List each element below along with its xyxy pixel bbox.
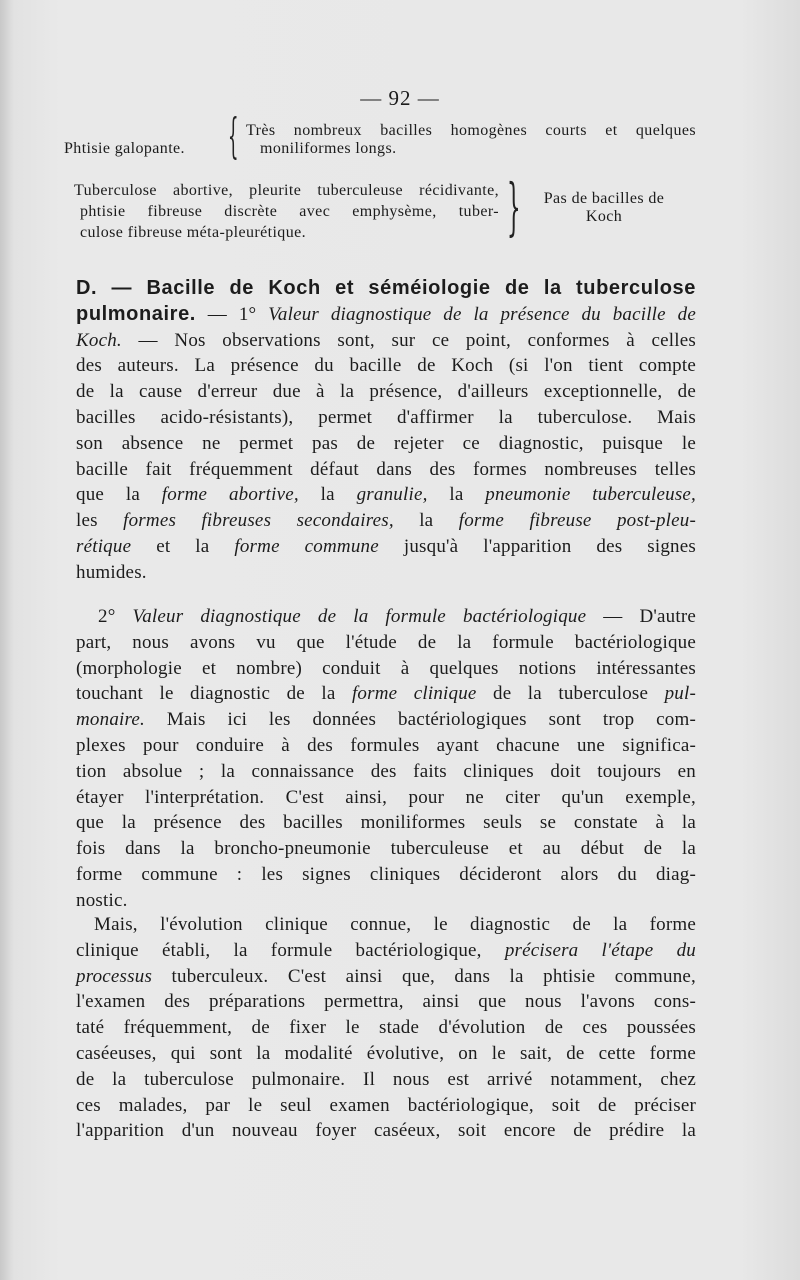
brace-icon: }: [506, 170, 521, 243]
text-fragment: et la: [131, 535, 235, 557]
italic-text: précisera l'étape du: [504, 939, 697, 961]
text-line: taté fréquemment, de fixer le stade d'évolution de ces poussées: [76, 1017, 696, 1039]
italic-text: processus: [76, 965, 153, 987]
text-line: [76, 302, 696, 328]
brace-icon: {: [227, 108, 239, 164]
row1-desc-line: moniliformes longs.: [260, 140, 397, 157]
section-2: [76, 604, 696, 914]
text-fragment: — 1°: [195, 303, 269, 325]
text-fragment: tuberculeux. C'est ainsi que, dans la phtisie commune,: [152, 965, 696, 987]
section-3: [76, 912, 696, 1144]
text-line: Mais, l'évolution clinique connue, le diagnostic de la forme: [94, 914, 696, 935]
text-fragment: les: [76, 510, 124, 532]
text-line: l'apparition d'un nouveau foyer caséeux, soit encore de prédire la: [76, 1120, 696, 1142]
text-line: forme commune : les signes cliniques décideront alors du diag-: [76, 863, 696, 885]
text-line: étayer l'interprétation. C'est ainsi, pour ne citer qu'un exemple,: [76, 786, 696, 808]
italic-text: formes fibreuses secondaires,: [123, 510, 394, 532]
italic-text: forme clinique: [351, 683, 477, 705]
italic-text: forme fibreuse post-pleu-: [458, 510, 697, 532]
text-fragment: — D'autre: [586, 606, 696, 627]
text-line: [76, 328, 696, 354]
text-fragment: clinique établi, la formule bactériologique,: [76, 939, 505, 961]
italic-text: monaire.: [76, 709, 145, 731]
row2-label-line: culose fibreuse méta-pleurétique.: [80, 224, 306, 241]
text-fragment: — Nos observations sont, sur ce point, conformes à celles: [121, 329, 696, 351]
italic-text: Koch.: [76, 329, 122, 351]
section-d: [76, 276, 696, 586]
text-fragment: jusqu'à l'apparition des signes: [378, 535, 696, 557]
text-fragment: 2°: [98, 606, 133, 627]
text-line: bacille fait fréquemment défaut dans des formes nombreuses telles: [76, 458, 696, 480]
text-line: fois dans la broncho-pneumonie tuberculeuse et au début de la: [76, 838, 696, 860]
text-line: tion absolue ; la connaissance des faits cliniques doit toujours en: [76, 760, 696, 782]
italic-text: pneumonie tuberculeuse,: [485, 484, 697, 506]
italic-text: pul-: [664, 683, 696, 705]
text-line: son absence ne permet pas de rejeter ce diagnostic, puisque le: [76, 432, 696, 454]
table-row-1-description: [246, 122, 696, 158]
row2-label-line: Tuberculose abortive, pleurite tuberculeuse récidivante,: [74, 182, 499, 199]
text-line: [76, 681, 696, 707]
text-fragment: que la: [76, 484, 162, 506]
row2-desc-line: Pas de bacilles de: [543, 190, 665, 207]
text-fragment: la: [393, 510, 459, 532]
text-line: part, nous avons vu que l'étude de la formule bactériologique: [76, 631, 696, 653]
italic-text: granulie,: [356, 484, 428, 506]
text-line: de la tuberculose pulmonaire. Il nous est arrivé notamment, chez: [76, 1068, 696, 1090]
text-line: caséeuses, qui sont la modalité évolutive, on le sait, de cette forme: [76, 1042, 696, 1064]
page-number: — 92 —: [360, 86, 440, 110]
text-line: de la cause d'erreur due à la présence, d'ailleurs exceptionnelle, de: [76, 381, 696, 403]
text-line: [76, 534, 696, 560]
text-fragment: Mais ici les données bactériologiques sont trop com-: [144, 709, 696, 731]
table-row-2-label: [74, 180, 499, 243]
text-fragment: de la tuberculose: [476, 683, 665, 705]
table-row-2-description: [524, 190, 684, 226]
text-line: plexes pour conduire à des formules ayant chacune une significa-: [76, 734, 696, 756]
section-d-heading: D. — Bacille de Koch et séméiologie de la tuberculose: [76, 277, 696, 299]
italic-subheading: Valeur diagnostique de la formule bactériologique: [132, 606, 587, 627]
italic-text: forme abortive,: [161, 484, 299, 506]
text-line: bacilles acido-résistants), permet d'affirmer la tuberculose. Mais: [76, 406, 696, 428]
table-row-1-label: Phtisie galopante.: [64, 140, 185, 157]
text-line: [76, 938, 696, 964]
text-line: [76, 707, 696, 733]
row2-desc-line: Koch: [585, 208, 623, 225]
row1-desc-line: Très nombreux bacilles homogènes courts et quelques: [246, 122, 696, 139]
text-line: des auteurs. La présence du bacille de Koch (si l'on tient compte: [76, 355, 696, 377]
row2-label-line: phtisie fibreuse discrète avec emphysème, tuber-: [80, 203, 499, 220]
text-line: [76, 964, 696, 990]
italic-subheading: Valeur diagnostique de la présence du bacille de: [268, 303, 696, 325]
text-line: (morphologie et nombre) conduit à quelques notions intéressantes: [76, 657, 696, 679]
text-line: [76, 604, 696, 630]
text-line: l'examen des préparations permettra, ainsi que nous l'avons cons-: [76, 991, 696, 1013]
section-d-heading-end: pulmonaire.: [76, 302, 196, 325]
text-line: nostic.: [76, 889, 128, 911]
text-fragment: la: [298, 484, 357, 506]
text-line: ces malades, par le seul examen bactériologique, soit de préciser: [76, 1094, 696, 1116]
text-line: [76, 508, 696, 534]
text-line: [76, 482, 696, 508]
text-line: que la présence des bacilles moniliformes seuls se constate à la: [76, 812, 696, 834]
text-line: humides.: [76, 561, 147, 583]
text-fragment: touchant le diagnostic de la: [76, 683, 352, 705]
italic-text: forme commune: [234, 535, 379, 557]
italic-text: rétique: [76, 535, 132, 557]
text-fragment: la: [427, 484, 486, 506]
